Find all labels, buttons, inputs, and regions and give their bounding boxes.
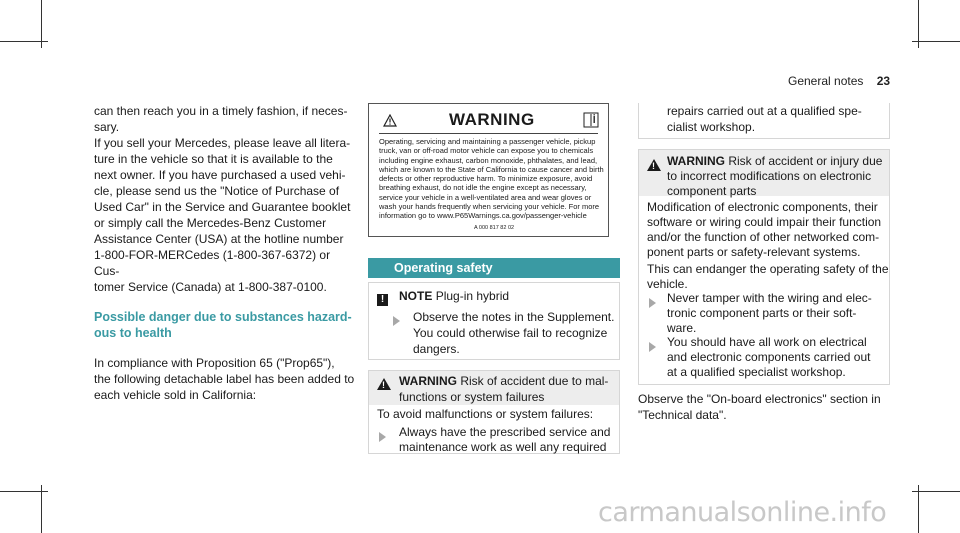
footer-paragraph: Observe the "On-board electronics" section in "Technical data". bbox=[638, 392, 881, 422]
warning-bullet: Always have the prescribed service and maintenance work as well any required bbox=[399, 425, 611, 454]
prop65-warning-label bbox=[368, 103, 609, 237]
warning-label: WARNING bbox=[399, 374, 457, 388]
running-header bbox=[788, 74, 890, 88]
note-heading bbox=[399, 289, 509, 303]
warning-label: WARNING bbox=[667, 154, 725, 168]
warning-head-text: Risk of accident or injury due to incorrect modifications on electronic component parts bbox=[667, 154, 883, 198]
warning-body: To avoid malfunctions or system failures: bbox=[377, 407, 594, 421]
note-panel bbox=[368, 282, 620, 360]
crop-mark bbox=[912, 41, 960, 42]
paragraph: This can endanger the operating safety of the vehicle. bbox=[647, 262, 889, 291]
section-title: General notes bbox=[788, 74, 864, 88]
paragraph: Modification of electronic components, their software or wiring could impair their function and/or the function of other networked com- ponent parts or safety-relevant systems. bbox=[647, 200, 882, 259]
bullet-arrow-icon bbox=[393, 313, 400, 331]
paragraph: In compliance with Proposition 65 ("Prop65"), the following detachable label has been added to each vehicle sold in California: bbox=[94, 356, 355, 402]
left-column bbox=[94, 103, 356, 403]
bullet-item: Never tamper with the wiring and elec- tronic component parts or their soft- ware. bbox=[667, 291, 872, 335]
page-number: 23 bbox=[876, 74, 891, 88]
note-icon: ! bbox=[377, 289, 388, 307]
section-heading: Possible danger due to substances hazard- ous to health bbox=[94, 310, 352, 340]
warning-triangle-icon bbox=[383, 114, 397, 132]
crop-mark bbox=[912, 491, 960, 492]
note-bullet: Observe the notes in the Supplement. You could otherwise fail to recognize dangers. bbox=[413, 310, 615, 356]
continued-panel bbox=[638, 103, 890, 139]
warning-heading bbox=[667, 154, 887, 199]
watermark: carmanualsonline.info bbox=[598, 497, 887, 528]
paragraph: can then reach you in a timely fashion, if neces- sary. bbox=[94, 104, 348, 134]
label-title: WARNING bbox=[449, 110, 535, 129]
crop-mark bbox=[918, 485, 919, 533]
crop-mark bbox=[0, 41, 48, 42]
warning-panel bbox=[368, 370, 620, 454]
label-part-number: A 000 817 82 02 bbox=[474, 225, 515, 231]
bullet-continued-text: repairs carried out at a qualified spe- cialist workshop. bbox=[667, 104, 862, 134]
bullet-item: You should have all work on electrical and electronic components carried out at a qualified specialist workshop. bbox=[667, 335, 871, 379]
section-bar: Operating safety bbox=[368, 258, 620, 278]
crop-mark bbox=[41, 485, 42, 533]
note-text: Plug-in hybrid bbox=[435, 289, 510, 303]
warning-heading bbox=[399, 373, 608, 405]
bullet-arrow-icon bbox=[649, 295, 656, 313]
manual-book-icon bbox=[583, 112, 599, 133]
bullet-arrow-icon bbox=[649, 339, 656, 357]
paragraph: If you sell your Mercedes, please leave all litera- ture in the vehicle so that it is available to the next owner. If you have purchased a used vehi- cle, please send us the "Notice of Purchase of Used Car" in the Service and Guarantee booklet or simply call the Mercedes-Benz Customer Assistance Center (USA) at the hotline number 1-800-FOR-MERCedes (1-800-367-6372) or Cus- tomer Service (Canada) at 1-800-387-0100. bbox=[94, 136, 351, 294]
warning-triangle-icon bbox=[377, 376, 391, 394]
warning-head-text: Risk of accident due to mal- functions or system failures bbox=[399, 374, 609, 404]
note-label: NOTE bbox=[399, 289, 433, 303]
warning-triangle-icon bbox=[647, 157, 661, 175]
bullet-arrow-icon bbox=[379, 429, 386, 447]
label-divider bbox=[379, 133, 598, 134]
label-body: Operating, servicing and maintaining a passenger vehicle, pickup truck, van or off-road motor vehicle can expose you to chemicals including engine exhaust, carbon monoxide, phthalates, and lead, which are known to the State of California to cause cancer and birth defects or other reproductive harm. To minimize exposure, avoid breathing exhaust, do not idle the engine except as necessary, service your vehicle in a well-ventilated area and wear gloves or wash your hands frequently when servicing your vehicle. For more information go to www.P65Warnings.ca.gov/passenger-vehicle bbox=[379, 137, 604, 221]
crop-mark bbox=[0, 491, 48, 492]
warning-panel bbox=[638, 149, 890, 385]
